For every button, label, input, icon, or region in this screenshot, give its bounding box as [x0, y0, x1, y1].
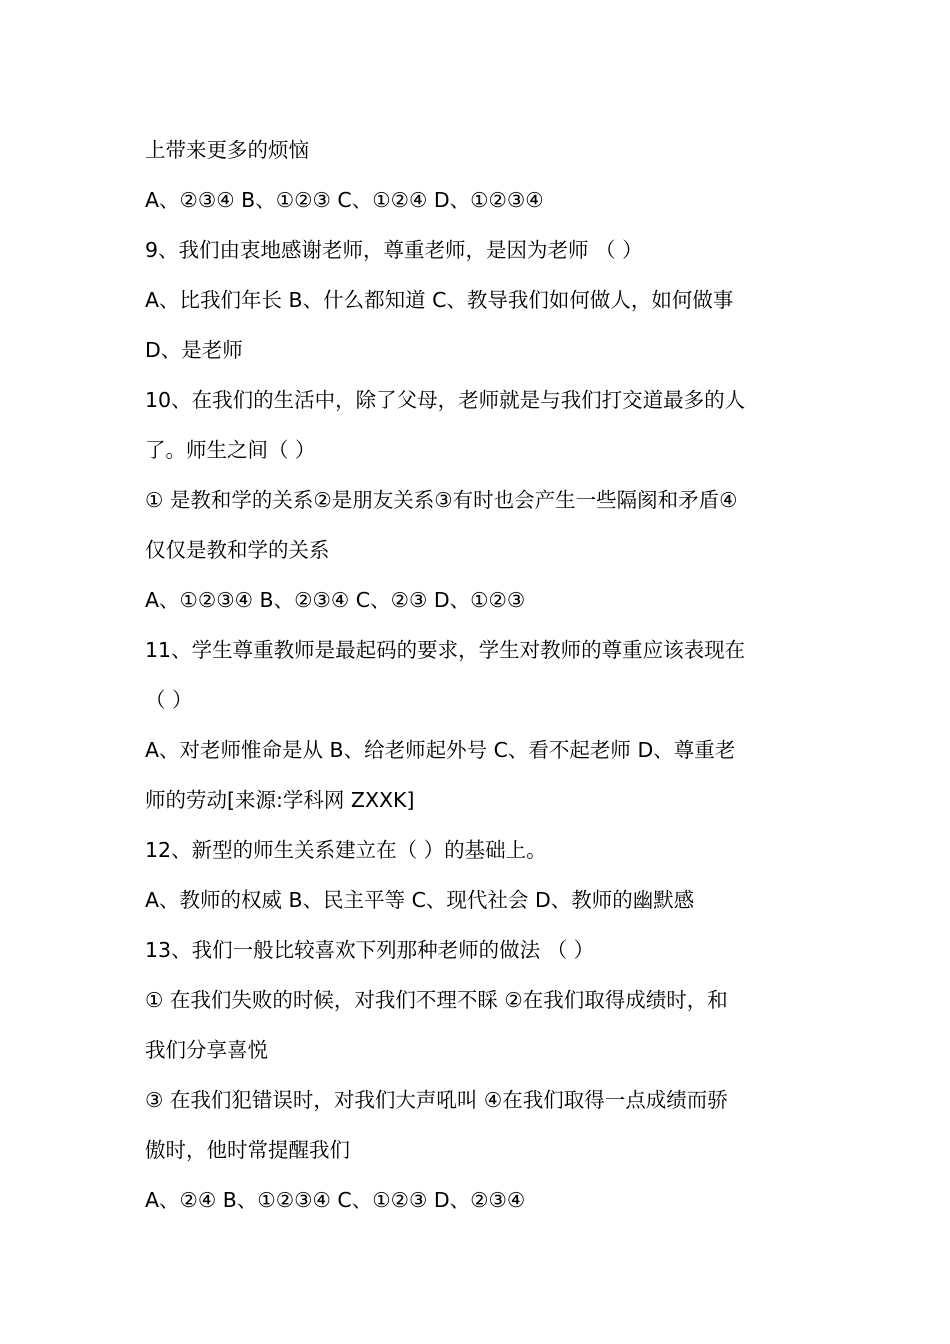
question-9-options-cont: D、是老师	[145, 338, 243, 362]
question-11-options: A、对老师惟命是从 B、给老师起外号 C、看不起老师 D、尊重老	[145, 738, 736, 762]
question-10-statements: ① 是教和学的关系②是朋友关系③有时也会产生一些隔阂和矛盾④	[145, 488, 738, 512]
question-13-statements-1: ① 在我们失败的时候，对我们不理不睬 ②在我们取得成绩时，和	[145, 988, 728, 1012]
question-11-cont: （ ）	[145, 688, 193, 712]
question-9-options: A、比我们年长 B、什么都知道 C、教导我们如何做人，如何做事	[145, 288, 734, 312]
question-13-statements-1-cont: 我们分享喜悦	[145, 1038, 268, 1062]
question-11: 11、学生尊重教师是最起码的要求，学生对教师的尊重应该表现在	[145, 638, 746, 662]
question-10-statements-cont: 仅仅是教和学的关系	[145, 538, 330, 562]
text-line-1: 上带来更多的烦恼	[145, 138, 309, 162]
question-13-statements-2: ③ 在我们犯错误时，对我们大声吼叫 ④在我们取得一点成绩而骄	[145, 1088, 728, 1112]
question-11-options-cont: 师的劳动[来源:学科网 ZXXK]	[145, 788, 415, 812]
text-line-2: A、②③④ B、①②③ C、①②④ D、①②③④	[145, 188, 544, 212]
question-13-options: A、②④ B、①②③④ C、①②③ D、②③④	[145, 1188, 526, 1212]
question-10: 10、在我们的生活中，除了父母，老师就是与我们打交道最多的人	[145, 388, 746, 412]
question-13: 13、我们一般比较喜欢下列那种老师的做法 （ ）	[145, 938, 595, 962]
question-9: 9、我们由衷地感谢老师，尊重老师，是因为老师 （ ）	[145, 238, 643, 262]
question-12-options: A、教师的权威 B、民主平等 C、现代社会 D、教师的幽默感	[145, 888, 695, 912]
question-13-statements-2-cont: 傲时，他时常提醒我们	[145, 1138, 350, 1162]
question-12: 12、新型的师生关系建立在（ ）的基础上。	[145, 838, 547, 862]
question-10-options: A、①②③④ B、②③④ C、②③ D、①②③	[145, 588, 526, 612]
question-10-cont: 了。师生之间（ ）	[145, 438, 316, 462]
